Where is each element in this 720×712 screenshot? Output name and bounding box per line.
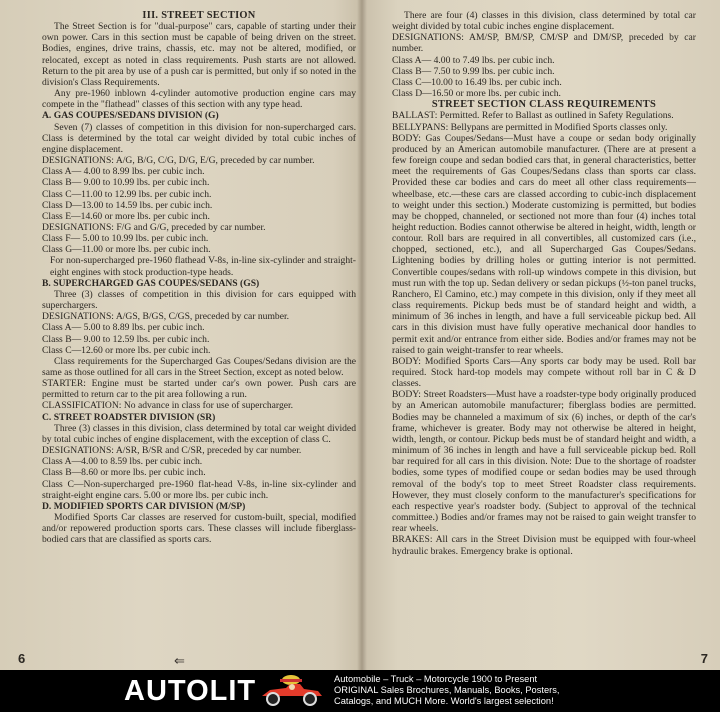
paragraph: Three (3) classes in this division, class determined by total car weight divided by total cubic inches of engine displacement, with the exception of class C. xyxy=(42,422,356,445)
banner-tagline xyxy=(334,674,559,706)
page-gutter xyxy=(357,0,367,670)
section-heading: D. MODIFIED SPORTS CAR DIVISION (M/SP) xyxy=(42,500,246,512)
paragraph: DESIGNATIONS: AM/SP, BM/SP, CM/SP and DM/SP, preceded by car number. xyxy=(392,32,696,55)
paragraph: CLASSIFICATION: No advance in class for use of supercharger. xyxy=(42,400,294,412)
paragraph: Any pre-1960 inblown 4-cylinder automotive production engine cars may compete in the "flathead" classes of this section with any type head. xyxy=(42,88,356,111)
paragraph: Class B— 9.00 to 10.99 lbs. per cubic inch. xyxy=(42,177,210,189)
section-heading: III. STREET SECTION xyxy=(142,10,256,21)
paragraph: BELLYPANS: Bellypans are permitted in Modified Sports classes only. xyxy=(392,121,668,133)
paragraph: Class D—13.00 to 14.59 lbs. per cubic inch. xyxy=(42,199,213,211)
paragraph: BRAKES: All cars in the Street Division must be equipped with four-wheel hydraulic brakes. Emergency brake is optional. xyxy=(392,534,696,557)
section-heading: STREET SECTION CLASS REQUIREMENTS xyxy=(431,99,657,111)
paragraph: Class A— 4.00 to 7.49 lbs. per cubic inch. xyxy=(392,54,555,66)
tagline-line: ORIGINAL Sales Brochures, Manuals, Books, Posters, xyxy=(334,684,560,695)
paragraph: Class D—16.50 or more lbs. per cubic inch. xyxy=(392,88,561,100)
paragraph: Class E—14.60 or more lbs. per cubic inch. xyxy=(42,210,210,222)
paragraph: Seven (7) classes of competition in this division for non-supercharged cars. Class is determined by the total car weight divided by total cubic inches of engine displacement. xyxy=(42,121,356,155)
paragraph: DESIGNATIONS: A/G, B/G, C/G, D/G, E/G, preceded by car number. xyxy=(42,155,315,167)
paragraph: Class B— 7.50 to 9.99 lbs. per cubic inch. xyxy=(392,65,555,77)
autolit-logo: AUTOLIT xyxy=(124,675,257,707)
paragraph: The Street Section is for "dual-purpose" cars, capable of starting under their own power. Cars in this section must be capable of being driven on the street. Bodies, engines, drive trains, chassis, etc. may not be altered, modified, or relocated, except as noted in class requirements. Push starts are not allowed. Return to the pit area by use of a push car is permitted, but only if so noted in the division's Class Requirements. xyxy=(42,21,356,88)
tagline-line: Catalogs, and MUCH More. World's largest selection! xyxy=(334,695,554,706)
page-number-left: 6 xyxy=(18,650,26,666)
paragraph: BALLAST: Permitted. Refer to Ballast as outlined in Safety Regulations. xyxy=(392,110,674,122)
section-heading: C. STREET ROADSTER DIVISION (SR) xyxy=(42,411,216,423)
paragraph: Class C—10.00 to 16.49 lbs. per cubic inch. xyxy=(392,76,562,88)
paragraph: BODY: Modified Sports Cars—Any sports car body may be used. Roll bar required. Stock hard-top models may compete without roll bar in C & D classes. xyxy=(392,355,696,390)
tagline-line: Automobile – Truck – Motorcycle 1900 to Present xyxy=(334,674,538,684)
autolit-banner[interactable] xyxy=(0,670,720,712)
right-page-text xyxy=(392,10,696,557)
paragraph: BODY: Gas Coupes/Sedans—Must have a coupe or sedan body originally produced by an American automobile manufacturer. (There are at present a few foreign coupe and sedan bodied cars that, in general characteristics, better meet the requirements of Gas Coupes/Sedans class than sports car class. Provided these car bodies and cars do meet all other class requirements—wheelbase, etc.—these cars are classed according to cubic-inch displacement to weight under this section.) Moderate customizing is permitted, but bodies may be chopped, channeled, or sectioned not more than four (4) inches total height reduction. Bodies cannot otherwise be altered in height, width, length or contour. Roll bars are required in all convertibles, all customized cars (i.e., chopped, sectioned, etc.), and all Supercharged Gas Coupes/Sedans. Lightening bodies by drilling holes or gutting interior is not permitted. Convertible coupes/sedans with roll-up windows compete in this division, but must run with the top up. Sedan delivery or sedan pickups (½-ton panel trucks, Ranchero, El Camino, etc.) may compete in this division, only if they meet all class requirements. Pickup beds must be of standard height and width, a minimum of 36 inches in length, and have a full serviceable pickup bed. All cars in this division must have fully operative mechanical door handles to permit exit and/or entrance from either side. Bodies and/or frames may not be raised to gain weight-transfer to rear wheels. xyxy=(392,132,696,356)
left-page-text xyxy=(42,10,356,546)
paragraph: Class C—Non-supercharged pre-1960 flat-head V-8s, in-line six-cylinder and straight-eight engine cars. 5.00 or more lbs. per cubic inch. xyxy=(42,478,356,501)
right-page xyxy=(362,0,720,670)
paragraph: BODY: Street Roadsters—Must have a roadster-type body originally produced by an American automobile manufacturer; fiberglass bodies are permitted. Bodies may be channeled a maximum of six (6) inches, or depth of the car's frame, whichever is greater. Body may not otherwise be altered in height, width, length, or contour. Pickup beds must be of standard height and width, a minimum of 36 inches in length and have a full serviceable pickup bed. Roll bar required for all cars in this division. Note: Due to the shortage of roadster bodies, some types of modified coupe or sedan bodies may be used through removal of the body's top to meet Street Roadster class requirements. However, they must closely conform to the manufacturer's specifications for each respective year's roadster body. (Subject to approval of the technical committee.) Bodies and/or frames may not be raised to gain weight transfer to rear wheels. xyxy=(392,389,696,535)
paragraph: DESIGNATIONS: A/SR, B/SR and C/SR, preceded by car number. xyxy=(42,445,302,457)
paragraph: Class B— 9.00 to 12.59 lbs. per cubic inch. xyxy=(42,333,210,345)
paragraph: Modified Sports Car classes are reserved for custom-built, special, modified and/or repowered production sports cars. These classes will include fiberglass-bodied cars that are classified as sports cars. xyxy=(42,512,356,546)
section-heading: B. SUPERCHARGED GAS COUPES/SEDANS (GS) xyxy=(42,277,260,289)
paragraph: Class C—12.60 or more lbs. per cubic inch. xyxy=(42,344,211,356)
left-page xyxy=(0,0,362,670)
paragraph: Class F— 5.00 to 10.99 lbs. per cubic inch. xyxy=(42,233,209,245)
paragraph: DESIGNATIONS: F/G and G/G, preceded by car number. xyxy=(42,221,266,233)
vintage-car-icon xyxy=(256,674,326,708)
paragraph: Class G—11.00 or more lbs. per cubic inch. xyxy=(42,244,211,256)
paragraph: Class requirements for the Supercharged Gas Coupes/Sedans division are the same as those outlined for all cars in the Street Section, except as noted below. xyxy=(42,355,356,378)
page-number-right: 7 xyxy=(700,650,708,666)
paragraph: There are four (4) classes in this division, class determined by total car weight divided by total cubic inches engine displacement. xyxy=(392,10,696,33)
paragraph: Class A— 5.00 to 8.89 lbs. per cubic inch. xyxy=(42,322,205,334)
paragraph: Class A—4.00 to 8.59 lbs. per cubic inch. xyxy=(42,456,203,468)
paragraph: Class A— 4.00 to 8.99 lbs. per cubic inch. xyxy=(42,166,205,178)
paragraph: For non-supercharged pre-1960 flathead V-8s, in-line six-cylinder and straight-eight engines with stock production-type heads. xyxy=(50,255,356,278)
paragraph: Three (3) classes of competition in this division for cars equipped with superchargers. xyxy=(42,288,356,312)
paragraph: STARTER: Engine must be started under car's own power. Push cars are permitted to return car to the pit area following a run. xyxy=(42,378,356,401)
paragraph: Class B—8.60 or more lbs. per cubic inch. xyxy=(42,467,206,479)
paragraph: DESIGNATIONS: A/GS, B/GS, C/GS, preceded by car number. xyxy=(42,311,290,323)
arrow-mark: ⇐ xyxy=(174,652,185,668)
section-heading: A. GAS COUPES/SEDANS DIVISION (G) xyxy=(42,110,219,122)
paragraph: Class C—11.00 to 12.99 lbs. per cubic inch. xyxy=(42,188,212,200)
